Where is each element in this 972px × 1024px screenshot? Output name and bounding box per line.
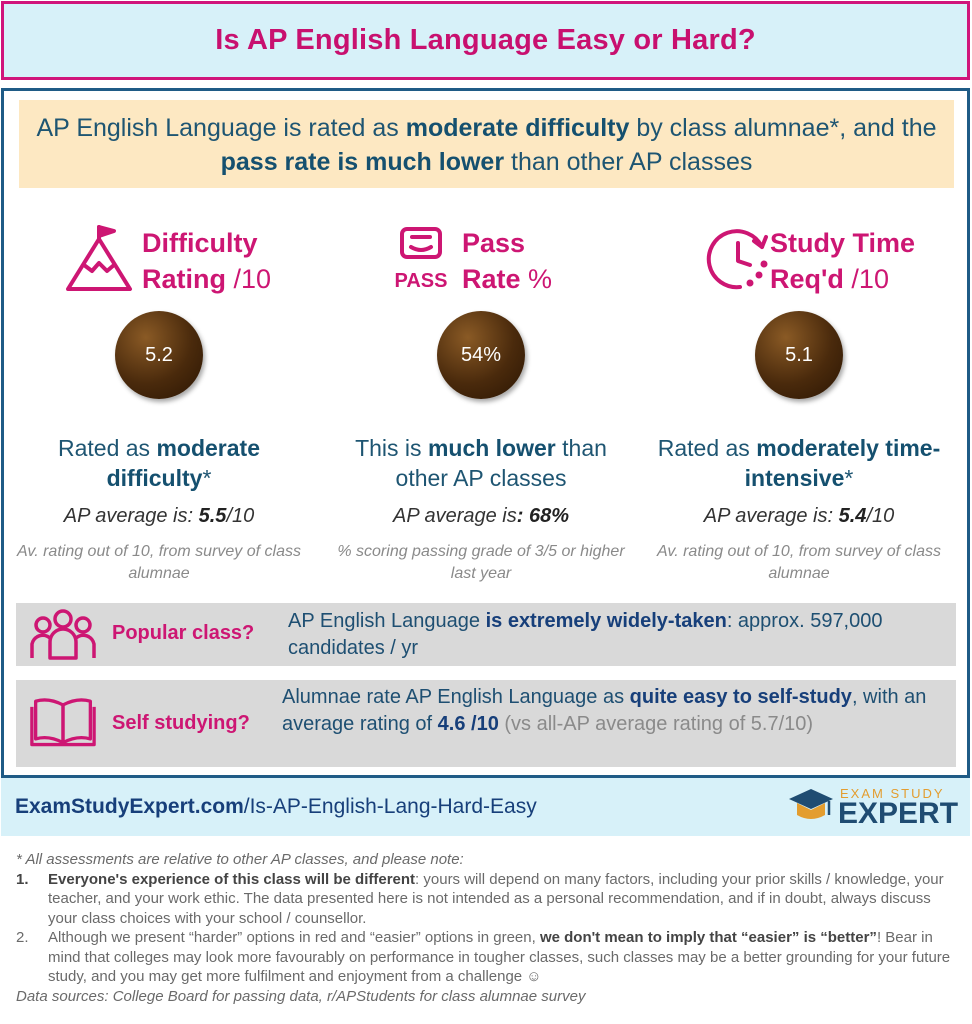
summary-bold: pass rate is much lower [220,148,505,176]
title-line: Pass [462,228,526,258]
popular-class-strip [16,603,956,666]
self-study-strip [16,680,956,767]
avg-label: AP average is: [63,505,199,527]
pass-rate-note: % scoring passing grade of 3/5 or higher last year [337,543,625,582]
study-time-description [644,433,954,493]
strip-text: : approx. 597,000 candidates / yr [288,610,883,659]
popular-class-label: Popular class? [112,622,255,644]
difficulty-note: Av. rating out of 10, from survey of class alumnae [17,543,301,582]
avg-suffix: /10 [226,505,255,527]
data-sources: Data sources: College Board for passing data, r/APStudents for class alumnae survey [16,987,586,1005]
strip-bold: is extremely widely-taken [485,610,727,632]
title-suffix: /10 [843,264,889,294]
note-number: 1. [16,870,29,888]
notes-list [16,870,956,987]
desc-bold: moderate difficulty [106,435,260,491]
summary-bold: moderate difficulty [405,114,630,142]
summary-text: than other AP classes [504,148,753,176]
strip-text: Alumnae rate AP English Language as [282,686,630,708]
fine-print-intro: * All assessments are relative to other AP classes, and please note: [16,851,464,868]
title-banner [1,1,970,80]
strip-bold: 4.6 /10 [437,713,499,735]
desc-text: * [844,465,854,491]
avg-suffix: /10 [866,505,895,527]
pass-rate-badge: 54% [437,311,525,399]
study-time-average [644,505,954,528]
pass-icon-text: PASS [394,270,448,292]
pass-rate-average [326,505,636,528]
popular-class-text [288,608,948,662]
open-book-icon [30,694,96,748]
clock-icon [704,225,774,295]
title-suffix: % [520,264,553,294]
summary-box [19,100,954,188]
desc-text: Rated as [58,435,157,461]
difficulty-title [142,225,271,297]
brand-small-text: EXAM STUDY [840,786,945,801]
note-text: ! Bear in mind that colleges may look more favourably on performance in tougher classes, such classes may be a better grounding for your future study, and you may get more fulfilment and enjoyment from a challenge ☺ [48,929,951,985]
graduation-cap-icon [788,787,834,827]
study-time-note: Av. rating out of 10, from survey of class alumnae [657,543,941,582]
avg-value: 5.5 [198,505,227,527]
study-time-title [770,225,915,297]
desc-text: Rated as [657,435,757,461]
note-number: 2. [16,929,29,946]
desc-bold: moderately time-intensive [744,435,941,491]
difficulty-column [4,221,314,585]
main-card [1,88,970,836]
desc-bold: much lower [427,435,556,461]
note-bold: we don't mean to imply that “easier” is “better” [539,929,877,946]
study-time-badge: 5.1 [755,311,843,399]
note-text: Although we present “harder” options in red and “easier” options in green, [48,929,540,946]
summary-text: by class alumnae*, and the [629,114,937,142]
pass-rate-column [326,221,636,585]
title-line: Req'd [770,264,844,294]
avg-label: AP average is: [703,505,839,527]
url-path: /Is-AP-English-Lang-Hard-Easy [243,795,537,818]
url-domain: ExamStudyExpert.com [15,795,244,818]
source-url[interactable] [15,795,537,819]
avg-value: : 68% [516,505,570,527]
desc-text: * [202,465,212,491]
note-item [16,928,956,987]
desc-text: This is [355,435,428,461]
note-bold: Everyone's experience of this class will be different [48,870,416,888]
title-line: Rating [142,264,226,294]
people-group-icon [30,608,96,662]
pass-rate-description [326,433,636,493]
difficulty-score-badge: 5.2 [115,311,203,399]
avg-value: 5.4 [838,505,867,527]
page-title: Is AP English Language Easy or Hard? [215,24,756,56]
fine-print [16,850,956,1006]
strip-text: AP English Language [288,610,486,632]
strip-bold: quite easy to self-study [629,686,852,708]
desc-text: than other AP classes [395,435,607,491]
mountain-flag-icon [64,225,134,295]
study-time-column [644,221,954,585]
pass-icon [386,225,456,295]
summary-text: AP English Language is rated as [36,114,406,142]
avg-label: AP average is [392,505,517,527]
strip-text: , with an average rating of [282,686,927,735]
brand-big-text: EXPERT [838,797,959,830]
self-study-text [282,684,950,738]
footer-bar [1,775,970,836]
difficulty-description [4,433,314,493]
title-line: Difficulty [142,228,258,258]
title-line: Study Time [770,228,916,258]
title-line: Rate [462,264,521,294]
note-item [16,870,956,929]
self-study-label: Self studying? [112,712,250,734]
brand-logo [788,783,958,831]
pass-rate-title [462,225,552,297]
strip-muted: (vs all-AP average rating of 5.7/10) [498,713,814,735]
difficulty-average [4,505,314,528]
title-suffix: /10 [226,264,272,294]
note-text: : yours will depend on many factors, including your prior skills / knowledge, your teacher, and your work ethic. The data presented here is not intended as a personal recommendation, and if in doubt, always discuss your class choices with your school / counsellor. [48,870,944,927]
